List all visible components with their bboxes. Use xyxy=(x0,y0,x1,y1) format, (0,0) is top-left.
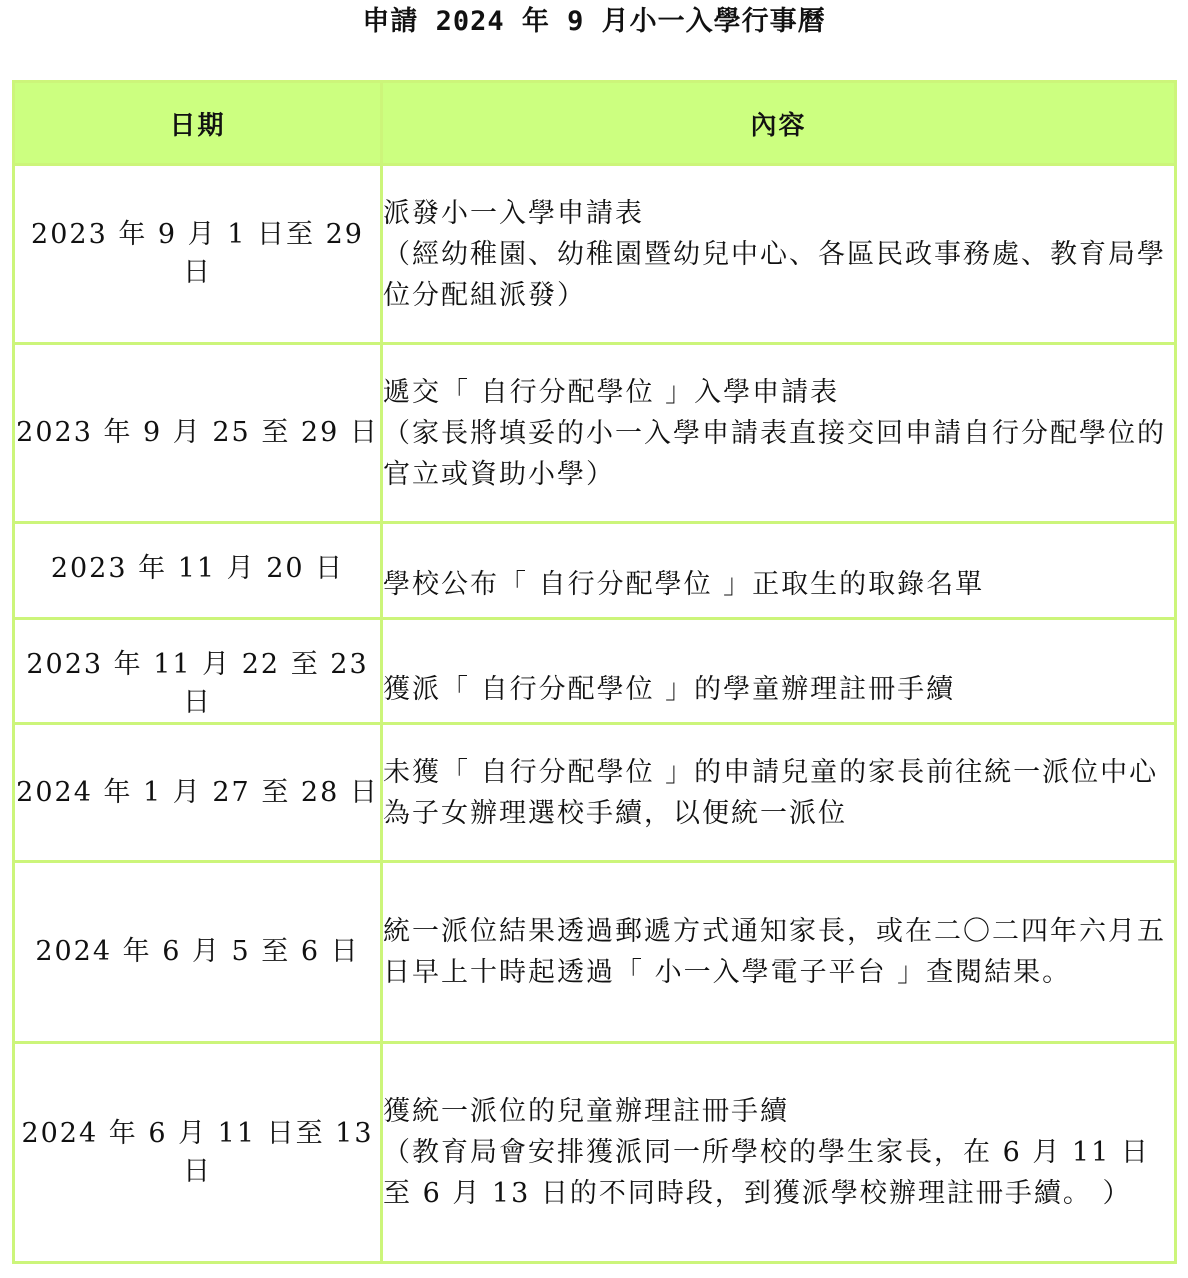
content-cell xyxy=(382,724,1176,862)
table-header-row xyxy=(14,82,1176,165)
content-main: 遞交「 自行分配學位 」入學申請表 xyxy=(383,376,840,408)
content-note: （經幼稚園、幼稚園暨幼兒中心、各區民政事務處、教育局學位分配組派發） xyxy=(383,238,1166,311)
date-cell: 2023 年 11 月 20 日 xyxy=(14,523,382,619)
table-row xyxy=(14,619,1176,724)
table-row xyxy=(14,1043,1176,1263)
table-row xyxy=(14,862,1176,1043)
content-main: 學校公布「 自行分配學位 」正取生的取錄名單 xyxy=(383,569,985,600)
date-cell: 2024 年 1 月 27 至 28 日 xyxy=(14,724,382,862)
table-row xyxy=(14,165,1176,344)
content-cell xyxy=(382,523,1176,619)
content-cell xyxy=(382,862,1176,1043)
date-cell: 2023 年 11 月 22 至 23 日 xyxy=(14,619,382,724)
content-main: 獲派「 自行分配學位 」的學童辦理註冊手續 xyxy=(383,674,956,705)
content-cell xyxy=(382,344,1176,523)
header-content: 內容 xyxy=(382,82,1176,165)
page-title: 申請 2024 年 9 月小一入學行事曆 xyxy=(362,6,826,37)
date-cell: 2024 年 6 月 11 日至 13 日 xyxy=(14,1043,382,1263)
header-date: 日期 xyxy=(14,82,382,165)
date-cell: 2023 年 9 月 25 至 29 日 xyxy=(14,344,382,523)
content-main: 未獲「 自行分配學位 」的申請兒童的家長前往統一派位中心為子女辦理選校手續，以便統一派位 xyxy=(383,756,1159,829)
date-cell: 2024 年 6 月 5 至 6 日 xyxy=(14,862,382,1043)
table-row xyxy=(14,523,1176,619)
calendar-table xyxy=(12,80,1177,1264)
content-main: 獲統一派位的兒童辦理註冊手續 xyxy=(383,1096,789,1127)
content-cell xyxy=(382,1043,1176,1263)
content-note: （家長將填妥的小一入學申請表直接交回申請自行分配學位的官立或資助小學） xyxy=(383,417,1166,490)
table-row xyxy=(14,344,1176,523)
content-cell xyxy=(382,165,1176,344)
content-main: 派發小一入學申請表 xyxy=(383,197,644,229)
content-main: 統一派位結果透過郵遞方式通知家長，或在二〇二四年六月五日早上十時起透過「 小一入學電子平台 」查閱結果。 xyxy=(383,916,1166,988)
content-cell xyxy=(382,619,1176,724)
date-cell: 2023 年 9 月 1 日至 29 日 xyxy=(14,165,382,344)
content-note: （教育局會安排獲派同一所學校的學生家長，在 6 月 11 日至 6 月 13 日的不同時段，到獲派學校辦理註冊手續。 ） xyxy=(383,1137,1150,1209)
table-row xyxy=(14,724,1176,862)
